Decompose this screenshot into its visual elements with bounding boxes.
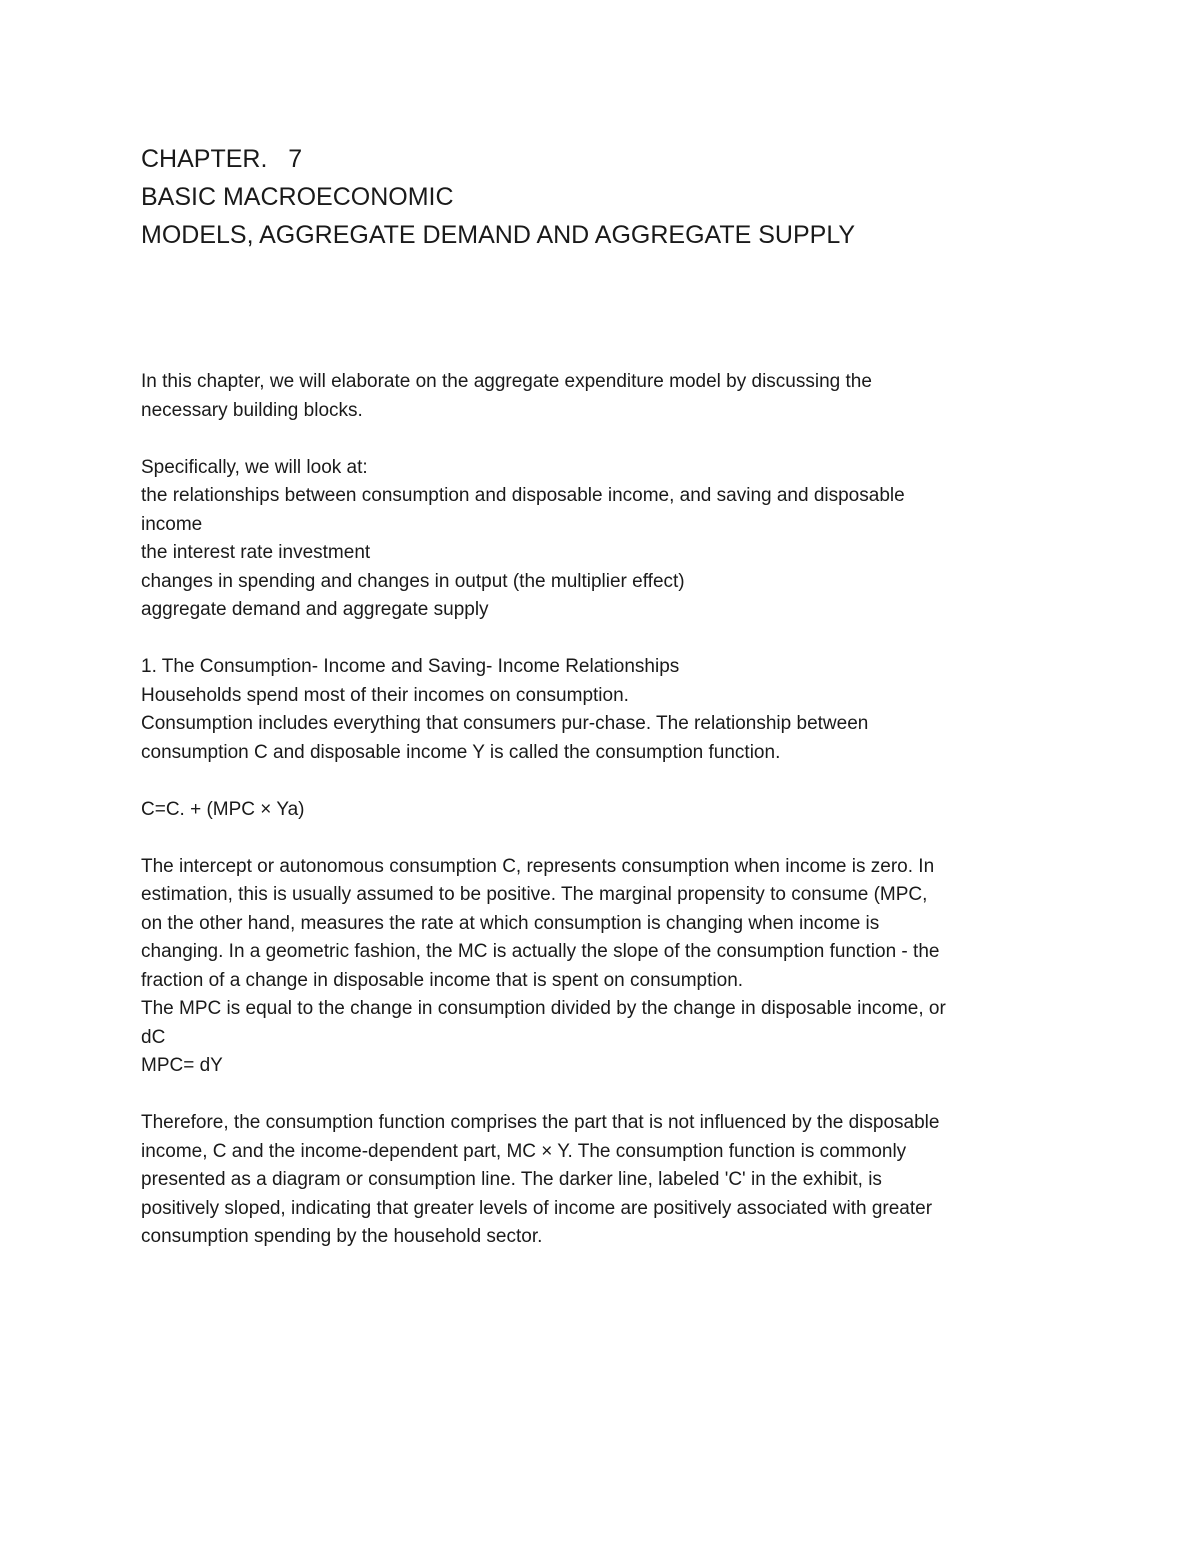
document-body: [141, 368, 1071, 1252]
para-2-line-1: The intercept or autonomous consumption C, represents consumption when income is zero. In: [141, 855, 935, 877]
topic-item-4: aggregate demand and aggregate supply: [141, 599, 489, 620]
paragraph-gap: [141, 625, 1071, 654]
para-2-line-7: dC: [141, 1026, 166, 1048]
topic-item-3: changes in spending and changes in output (the multiplier effect): [141, 570, 685, 592]
para-2-line-4: changing. In a geometric fashion, the MC is actually the slope of the consumption function - the: [141, 941, 940, 962]
section-1-line-3: consumption C and disposable income Y is called the consumption function.: [141, 741, 781, 763]
para-3-line-5: consumption spending by the household sector.: [141, 1226, 543, 1247]
para-3-line-2: income, C and the income-dependent part, MC × Y. The consumption function is commonly: [141, 1140, 907, 1162]
section-1-title: 1. The Consumption- Income and Saving- Income Relationships: [141, 656, 680, 677]
consumption-formula: C=C. + (MPC × Ya): [141, 798, 305, 820]
paragraph-gap: [141, 425, 1071, 454]
para-3-line-1: Therefore, the consumption function comprises the part that is not influenced by the disposable: [141, 1112, 940, 1133]
section-1-line-2: Consumption includes everything that consumers pur-chase. The relationship between: [141, 713, 869, 734]
paragraph-gap: [141, 1081, 1071, 1110]
para-2-line-2: estimation, this is usually assumed to be positive. The marginal propensity to consume (MPC,: [141, 884, 928, 905]
para-2-line-6: The MPC is equal to the change in consumption divided by the change in disposable income, or: [141, 998, 946, 1019]
intro-line-2: necessary building blocks.: [141, 399, 363, 421]
chapter-number: CHAPTER. 7: [141, 145, 303, 173]
section-1-line-1: Households spend most of their incomes on consumption.: [141, 684, 629, 706]
paragraph-gap: [141, 767, 1071, 796]
topic-item-2: the interest rate investment: [141, 542, 371, 563]
mpc-formula: MPC= dY: [141, 1055, 223, 1076]
topics-lead: Specifically, we will look at:: [141, 456, 368, 478]
chapter-heading: [141, 140, 855, 254]
para-3-line-4: positively sloped, indicating that greater levels of income are positively associated with greater: [141, 1197, 933, 1219]
chapter-title-line-1: BASIC MACROECONOMIC: [141, 183, 454, 211]
intro-line-1: In this chapter, we will elaborate on the aggregate expenditure model by discussing the: [141, 371, 872, 392]
chapter-title-line-2: MODELS, AGGREGATE DEMAND AND AGGREGATE SUPPLY: [141, 221, 856, 249]
topic-item-1-line-1: the relationships between consumption and disposable income, and saving and disposable: [141, 485, 905, 506]
topic-item-1-line-2: income: [141, 513, 203, 535]
para-2-line-3: on the other hand, measures the rate at which consumption is changing when income is: [141, 912, 880, 934]
paragraph-gap: [141, 824, 1071, 853]
para-3-line-3: presented as a diagram or consumption line. The darker line, labeled 'C' in the exhibit, is: [141, 1169, 882, 1190]
para-2-line-5: fraction of a change in disposable income that is spent on consumption.: [141, 969, 744, 991]
